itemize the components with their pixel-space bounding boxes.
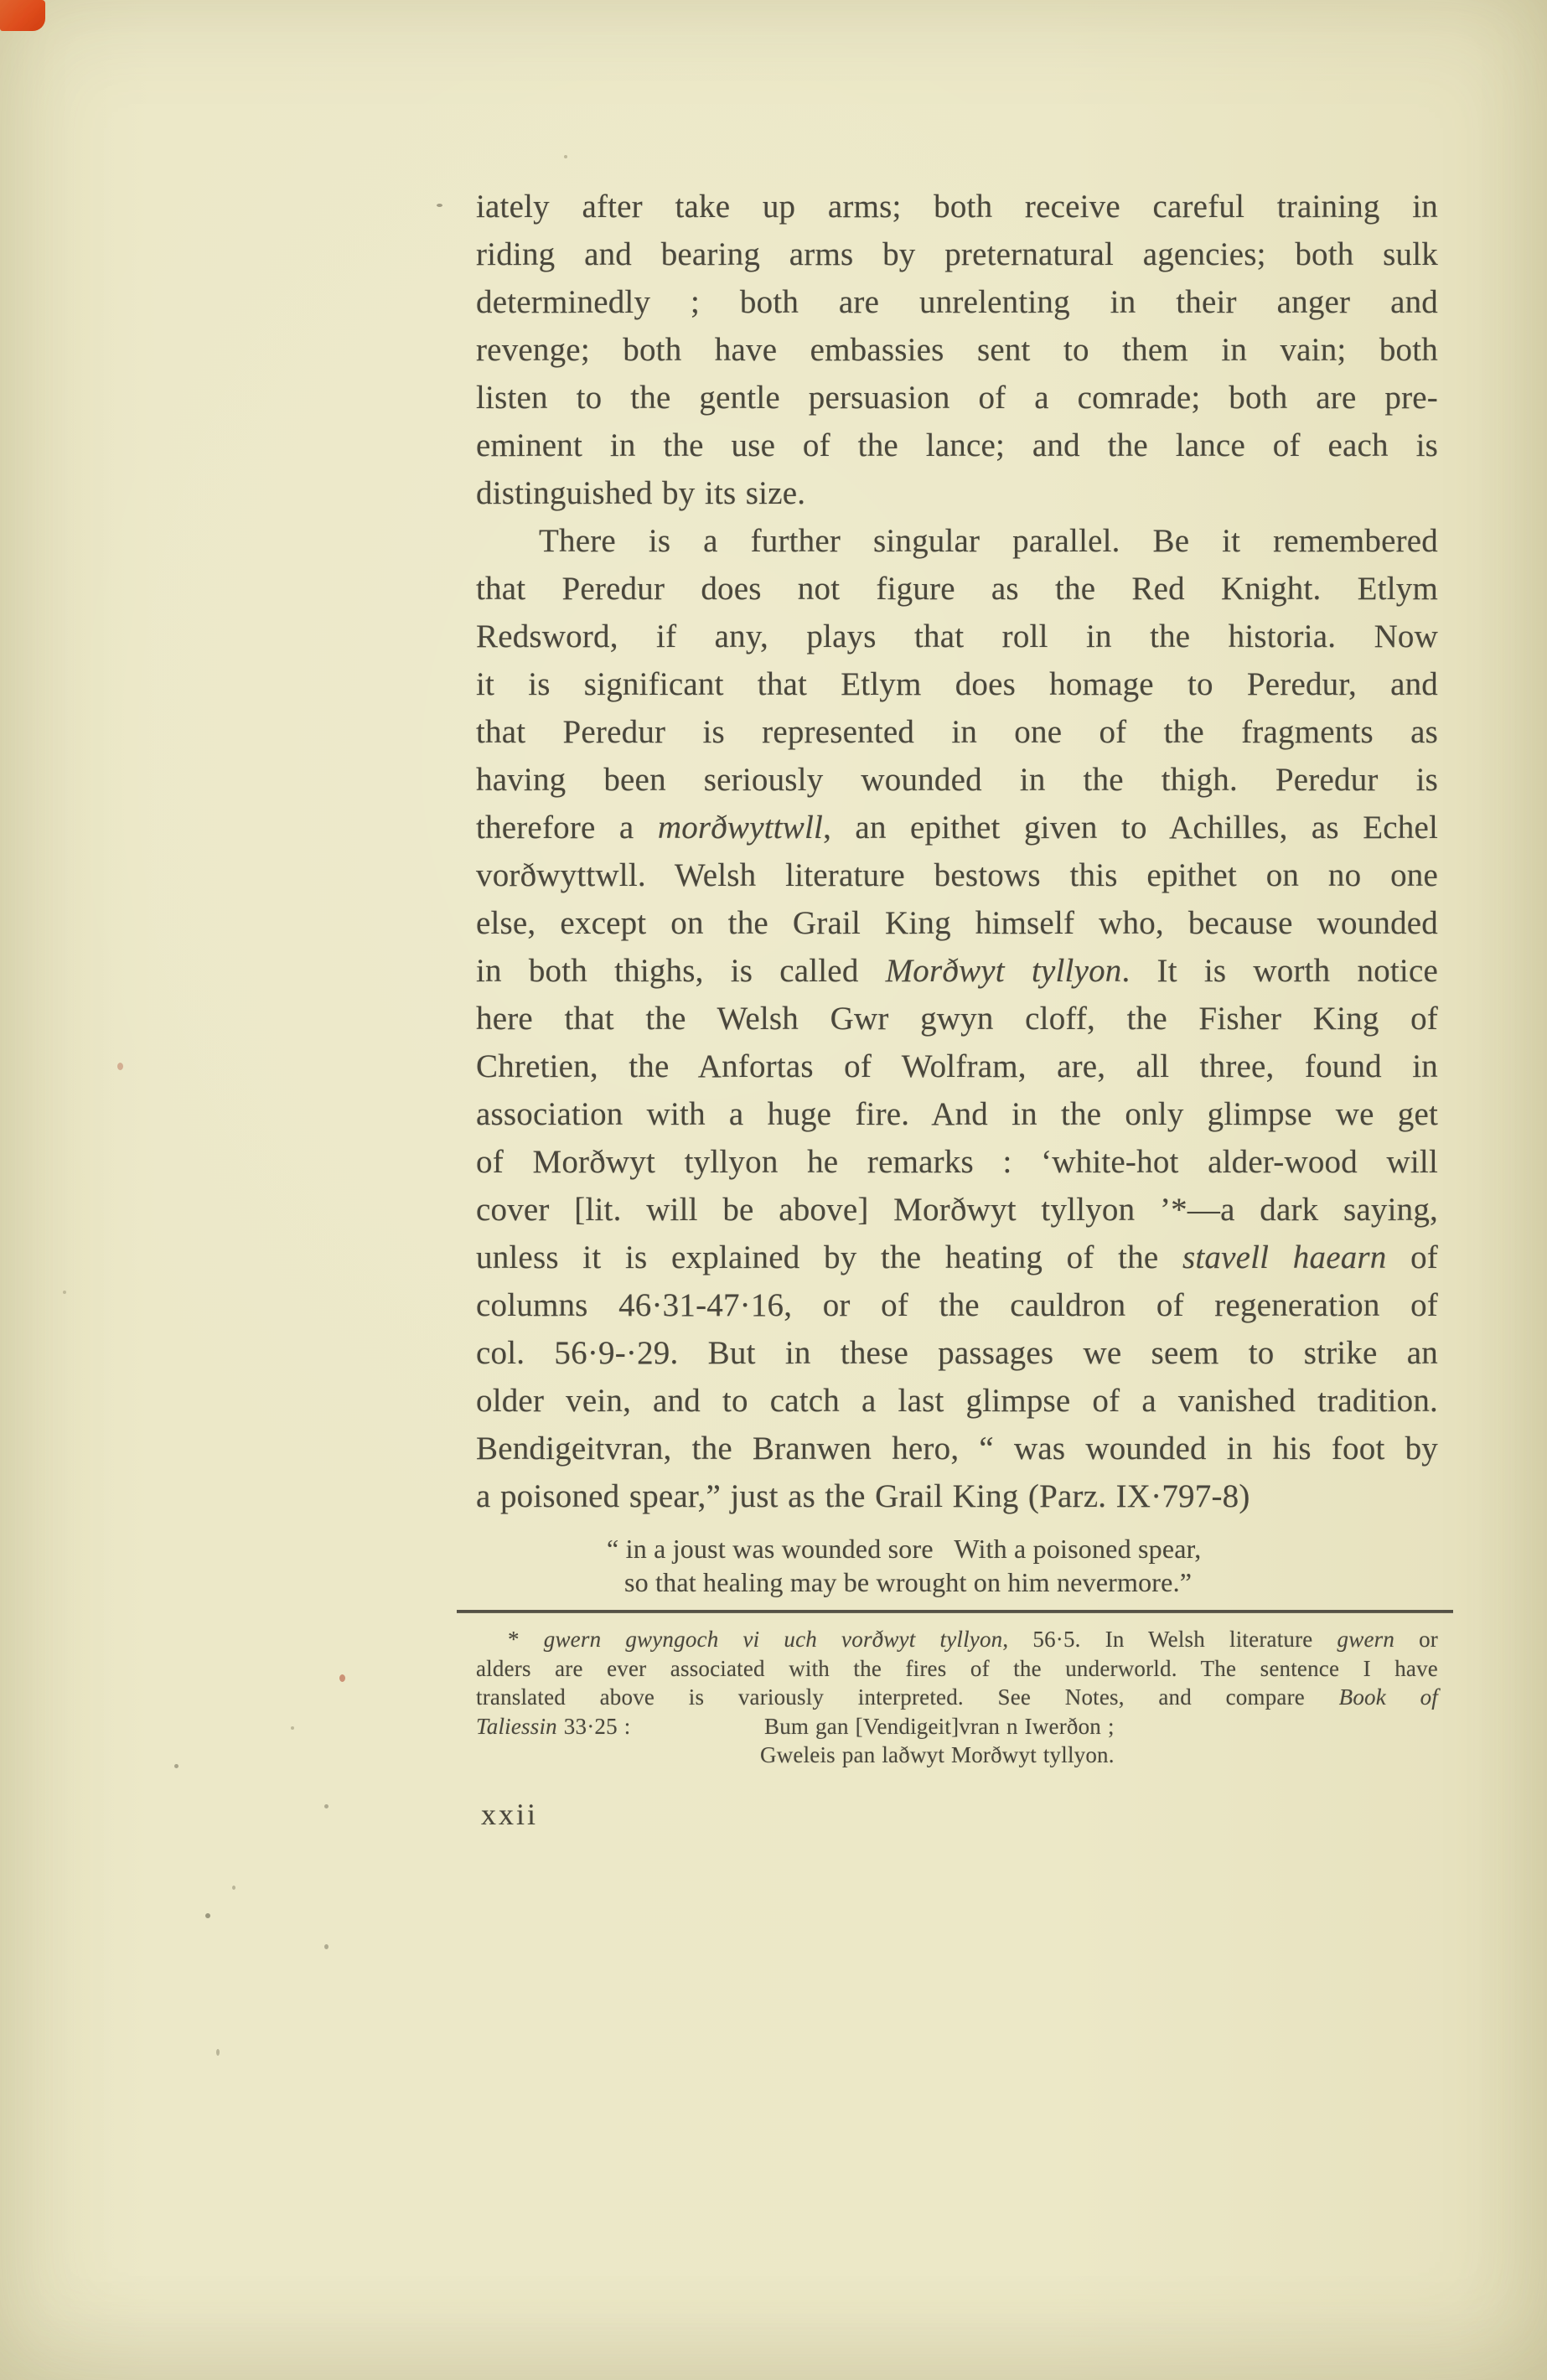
text-line: of Morðwyt tyllyon he remarks : ‘white-hot alder-wood will [476,1144,1438,1180]
text-line: iately after take up arms; both receive careful training in [476,189,1438,225]
text-line: a poisoned spear,” just as the Grail King (Parz. IX·797-8) [476,1478,1250,1514]
text-line: There is a further singular parallel. Be it remembered [539,523,1438,559]
text-line: vorðwyttwll. Welsh literature bestows this epithet on no one [476,857,1438,893]
scan-speck [291,1726,294,1730]
text-line: determinedly ; both are unrelenting in their anger and [476,284,1438,320]
scan-speck [216,2049,220,2056]
text-line: that Peredur is represented in one of the fragments as [476,714,1438,750]
text-line: in both thighs, is called Morðwyt tyllyon. It is worth notice [476,953,1438,989]
footnote-citation: Taliessin 33·25 : [476,1713,631,1739]
scan-speck [324,1804,329,1808]
text-line: unless it is explained by the heating of the stavell haearn of [476,1239,1438,1275]
scan-speck [117,1063,123,1070]
text-line: revenge; both have embassies sent to them in vain; both [476,332,1438,368]
text-line: Chretien, the Anfortas of Wolfram, are, all three, found in [476,1048,1438,1084]
scan-speck [232,1886,235,1890]
quote-line: “ in a joust was wounded sore With a poisoned spear, [607,1534,1202,1564]
page-number: xxii [481,1797,539,1831]
text-line: columns 46·31-47·16, or of the cauldron of regeneration of [476,1287,1438,1323]
text-line: riding and bearing arms by preternatural agencies; both sulk [476,236,1438,272]
footnote-line [476,1741,1438,1770]
verse-quote [607,1532,1438,1599]
footnote-line: * gwern gwyngoch vi uch vorðwyt tyllyon, 56·5. In Welsh literature gwern or [508,1627,1438,1652]
text-line: association with a huge fire. And in the only glimpse we get [476,1096,1438,1132]
scan-speck [564,155,567,158]
text-line: listen to the gentle persuasion of a comrade; both are pre- [476,380,1438,416]
scan-speck [324,1944,329,1949]
footnote [476,1625,1438,1770]
paragraph [476,517,1438,1520]
text-line: Bendigeitvran, the Branwen hero, “ was wounded in his foot by [476,1431,1438,1467]
text-line: eminent in the use of the lance; and the lance of each is [476,427,1438,463]
text-line: having been seriously wounded in the thigh. Peredur is [476,762,1438,798]
text-line: distinguished by its size. [476,475,806,511]
text-line: older vein, and to catch a last glimpse of a vanished tradition. [476,1383,1438,1419]
text-line: else, except on the Grail King himself who, because wounded [476,905,1438,941]
scan-corner-mark [0,0,45,31]
footnote-line: translated above is variously interpreted. See Notes, and compare Book of [476,1684,1438,1710]
scan-speck [339,1674,345,1682]
quote-line: so that healing may be wrought on him nevermore.” [624,1567,1193,1597]
paragraph-continuation [476,183,1438,517]
text-line: here that the Welsh Gwr gwyn cloff, the Fisher King of [476,1001,1438,1037]
footnote-line: alders are ever associated with the fires of the underworld. The sentence I have [476,1655,1438,1681]
scan-speck [63,1291,66,1294]
text-line: therefore a morðwyttwll, an epithet given to Achilles, as Echel [476,810,1438,846]
text-line: it is significant that Etlym does homage to Peredur, and [476,666,1438,702]
scan-speck [174,1764,178,1768]
scan-speck [437,204,442,207]
footnote-verse-line: Bum gan [Vendigeit]vran n Iwerðon ; [764,1713,1115,1739]
footnote-line [476,1712,1438,1741]
text-block [476,183,1438,1832]
text-line: Redsword, if any, plays that roll in the historia. Now [476,618,1438,654]
footnote-verse-line: Gweleis pan laðwyt Morðwyt tyllyon. [760,1742,1115,1767]
text-line: col. 56·9-·29. But in these passages we seem to strike an [476,1335,1438,1371]
text-line: cover [lit. will be above] Morðwyt tyllyon ’*—a dark saying, [476,1192,1438,1228]
text-line: that Peredur does not figure as the Red Knight. Etlym [476,571,1438,607]
scan-speck [205,1913,210,1918]
footnote-divider [457,1610,1453,1613]
